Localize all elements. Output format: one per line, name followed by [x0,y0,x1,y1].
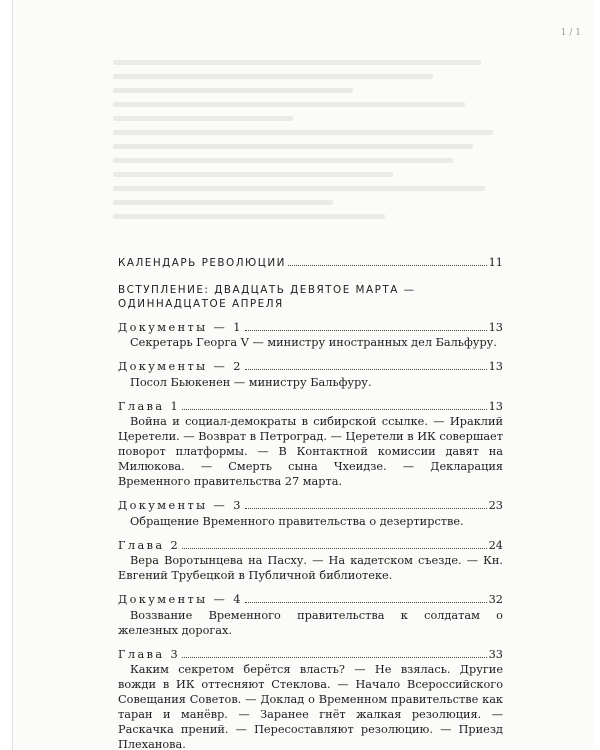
leader-dots [182,548,487,549]
toc-entry [118,539,503,584]
leader-dots [245,330,487,331]
entry-page: 24 [488,538,503,552]
entry-description: Война и социал-демократы в сибирской ссылке. — Ираклий Церетели. — Возврат в Петроград. — Церетели в ИК совершает поворот платформы. — В Контактной комиссии давят на Милюкова. — Смерть сына Чхеидзе. — Декларация Временного правительства 27 марта. [118,415,503,488]
toc-entry-heading[interactable] [118,648,503,663]
entry-page: 23 [488,499,503,512]
toc-calendar[interactable] [118,256,503,271]
page-folio: 1 / 1 [560,28,581,38]
entry-description: Вера Воротынцева на Пасху. — На кадетском съезде. — Кн. Евгений Трубецкой в Публичной библиотеке. [118,554,503,582]
toc-entry-heading[interactable] [118,539,503,554]
toc-introduction [118,283,503,311]
entry-page: 33 [488,647,503,661]
toc-entry [118,321,503,351]
entry-label: Глава 3 [118,647,181,661]
calendar-page: 11 [488,256,503,269]
toc-entry-heading[interactable] [118,499,503,514]
entry-description: Каким секретом берётся власть? — Не взялась. Другие вожди в ИК оттесняют Стеклова. — Начало Всероссийского Совещания Советов. — Доклад о Временном правительстве как таран и манёвр. — Заранее гнёт жалкая резолюция. — Раскачка прений. — Пересоставляют резолюцию. — Приезд Плеханова. [118,663,503,750]
leader-dots [245,508,487,509]
toc-entry [118,400,503,490]
entry-page: 32 [488,593,503,606]
calendar-title: КАЛЕНДАРЬ РЕВОЛЮЦИИ [118,257,286,269]
entry-page: 13 [488,360,503,373]
entry-description: Обращение Временного правительства о дезертирстве. [130,514,464,528]
leader-dots [182,657,487,658]
entry-label: Документы — 2 [118,360,243,373]
introduction-line-1: ВСТУПЛЕНИЕ: ДВАДЦАТЬ ДЕВЯТОЕ МАРТА — [118,283,416,296]
entry-label: Документы — 4 [118,593,243,606]
entry-description: Воззвание Временного правительства к солдатам о железных дорогах. [118,608,503,637]
leader-dots [245,602,487,603]
toc-entry [118,648,503,750]
entry-page: 13 [488,399,503,413]
toc-entry-heading[interactable] [118,400,503,415]
toc-entry-heading[interactable] [118,360,503,375]
entry-page: 13 [488,320,503,334]
toc-entry-heading[interactable] [118,593,503,608]
book-page [12,0,593,750]
toc-entry [118,360,503,390]
leader-dots [182,409,487,410]
entry-description: Секретарь Георга V — министру иностранных дел Бальфуру. [130,336,497,349]
entry-description: Посол Бьюкенен — министру Бальфуру. [130,375,372,389]
toc-entry-heading[interactable] [118,321,503,336]
entry-label: Глава 2 [118,538,181,552]
entry-label: Документы — 3 [118,499,243,512]
leader-dots [245,369,487,370]
bleed-through-text [113,60,513,228]
toc-entry [118,499,503,529]
entry-label: Глава 1 [118,399,181,413]
entry-label: Документы — 1 [118,320,243,334]
toc-entry [118,593,503,638]
table-of-contents [118,256,503,750]
introduction-line-2: ОДИННАДЦАТОЕ АПРЕЛЯ [118,297,284,310]
leader-dots [288,265,487,266]
